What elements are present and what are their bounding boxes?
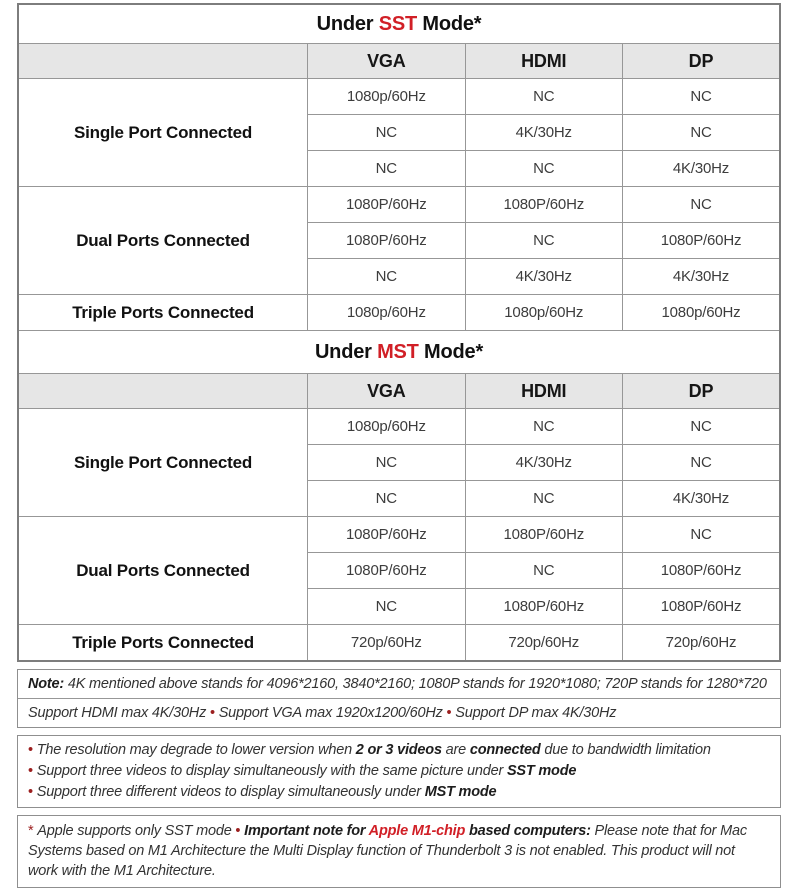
cell: NC — [622, 409, 780, 445]
asterisk-marker: * — [28, 823, 38, 839]
cell: 1080P/60Hz — [465, 589, 622, 625]
table-row — [18, 409, 780, 445]
bullet-text-bold: 2 or 3 videos — [355, 742, 442, 758]
row-group-label: Dual Ports Connected — [18, 517, 308, 625]
row-group-label: Single Port Connected — [18, 79, 308, 187]
bullet-text-bold: connected — [469, 742, 541, 758]
mst-header-row — [18, 374, 780, 409]
cell: NC — [622, 187, 780, 223]
bullet-text: The resolution may degrade to lower version when — [36, 742, 356, 758]
cell: NC — [465, 553, 622, 589]
cell: 720p/60Hz — [465, 625, 622, 662]
bullet-text-bold: SST mode — [506, 763, 577, 779]
cell: NC — [622, 79, 780, 115]
cell: 1080P/60Hz — [622, 589, 780, 625]
row-group-label: Single Port Connected — [18, 409, 308, 517]
column-header-hdmi: HDMI — [465, 374, 622, 409]
table-row — [18, 295, 780, 331]
support-line — [18, 698, 780, 727]
apple-note-text: Apple supports only SST mode — [37, 823, 236, 839]
mst-title-row — [18, 331, 780, 374]
bullet-text: due to bandwidth limitation — [540, 742, 711, 758]
cell: 1080P/60Hz — [308, 517, 465, 553]
bullet-separator: • — [206, 705, 219, 721]
column-header-hdmi: HDMI — [465, 44, 622, 79]
title-suffix: Mode* — [417, 12, 482, 35]
table-row — [18, 625, 780, 662]
note-line — [18, 670, 780, 698]
support-hdmi: Support HDMI max 4K/30Hz — [28, 705, 207, 721]
cell: NC — [308, 481, 465, 517]
support-dp: Support DP max 4K/30Hz — [455, 705, 617, 721]
cell: 4K/30Hz — [465, 259, 622, 295]
apple-note-bold: based computers: — [465, 823, 591, 839]
title-suffix: Mode* — [418, 340, 484, 363]
cell: 1080P/60Hz — [465, 517, 622, 553]
cell: 1080p/60Hz — [465, 295, 622, 331]
row-group-label: Triple Ports Connected — [18, 625, 308, 662]
table-row — [18, 79, 780, 115]
apple-m1-highlight: Apple M1-chip — [368, 823, 466, 839]
column-header-vga: VGA — [308, 374, 465, 409]
column-header-vga: VGA — [308, 44, 465, 79]
cell: 1080p/60Hz — [622, 295, 780, 331]
bullet-separator: • — [442, 705, 456, 721]
cell: 720p/60Hz — [308, 625, 465, 662]
cell: 1080P/60Hz — [622, 223, 780, 259]
cell: 1080P/60Hz — [308, 187, 465, 223]
bullet-marker: • — [28, 784, 37, 800]
cell: NC — [308, 589, 465, 625]
row-group-label: Triple Ports Connected — [18, 295, 308, 331]
title-prefix: Under — [316, 12, 379, 35]
row-group-label: Dual Ports Connected — [18, 187, 308, 295]
column-header-dp: DP — [622, 44, 780, 79]
apple-note-text: Please note that for Mac Systems based on M1 Architecture the Multi Display function of Thunderbolt 3 is not enabled. This product will not work with the M1 Architecture. — [28, 823, 747, 879]
bullet-marker: • — [235, 823, 241, 839]
bullet-marker: • — [28, 742, 37, 758]
cell: 4K/30Hz — [465, 115, 622, 151]
cell: 1080P/60Hz — [622, 553, 780, 589]
table-row — [18, 187, 780, 223]
note-label: Note: — [28, 676, 65, 692]
empty-header-cell — [18, 44, 308, 79]
spec-sheet — [17, 3, 781, 888]
cell: NC — [622, 445, 780, 481]
bullet-text-bold: MST mode — [424, 784, 497, 800]
bullet-marker: • — [28, 763, 37, 779]
cell: 4K/30Hz — [622, 151, 780, 187]
sst-mode-label: SST — [378, 12, 418, 35]
cell: 4K/30Hz — [622, 481, 780, 517]
note-text: 4K mentioned above stands for 4096*2160, 3840*2160; 1080P stands for 1920*1080; 720P stands for 1280*720 — [64, 676, 767, 692]
cell: NC — [465, 223, 622, 259]
bullet-text: Support three videos to display simultaneously with the same picture under — [36, 763, 507, 779]
note-box — [17, 669, 781, 728]
mst-mode-label: MST — [377, 340, 419, 363]
bullet-text: Support three different videos to display simultaneously under — [36, 784, 425, 800]
cell: 4K/30Hz — [622, 259, 780, 295]
cell: 1080p/60Hz — [308, 79, 465, 115]
cell: 1080P/60Hz — [308, 223, 465, 259]
cell: NC — [465, 151, 622, 187]
support-vga: Support VGA max 1920x1200/60Hz — [218, 705, 443, 721]
empty-header-cell — [18, 374, 308, 409]
mst-title — [18, 331, 780, 374]
cell: NC — [308, 259, 465, 295]
table-row — [18, 517, 780, 553]
cell: NC — [308, 115, 465, 151]
sst-title — [18, 4, 780, 44]
bullet-notes-box — [17, 735, 781, 808]
resolution-table — [17, 3, 781, 662]
bullet-item — [18, 740, 780, 761]
cell: 1080P/60Hz — [308, 553, 465, 589]
bullet-text: are — [441, 742, 470, 758]
cell: NC — [622, 517, 780, 553]
cell: NC — [465, 481, 622, 517]
cell: NC — [622, 115, 780, 151]
cell: NC — [308, 151, 465, 187]
cell: 1080p/60Hz — [308, 295, 465, 331]
cell: NC — [465, 79, 622, 115]
apple-note-box — [17, 815, 781, 888]
cell: NC — [465, 409, 622, 445]
column-header-dp: DP — [622, 374, 780, 409]
cell: 1080p/60Hz — [308, 409, 465, 445]
cell: 720p/60Hz — [622, 625, 780, 662]
sst-title-row — [18, 4, 780, 44]
cell: 1080P/60Hz — [465, 187, 622, 223]
apple-note-bold: Important note for — [240, 823, 369, 839]
title-prefix: Under — [314, 340, 378, 363]
cell: 4K/30Hz — [465, 445, 622, 481]
sst-header-row — [18, 44, 780, 79]
bullet-item — [18, 761, 780, 782]
cell: NC — [308, 445, 465, 481]
